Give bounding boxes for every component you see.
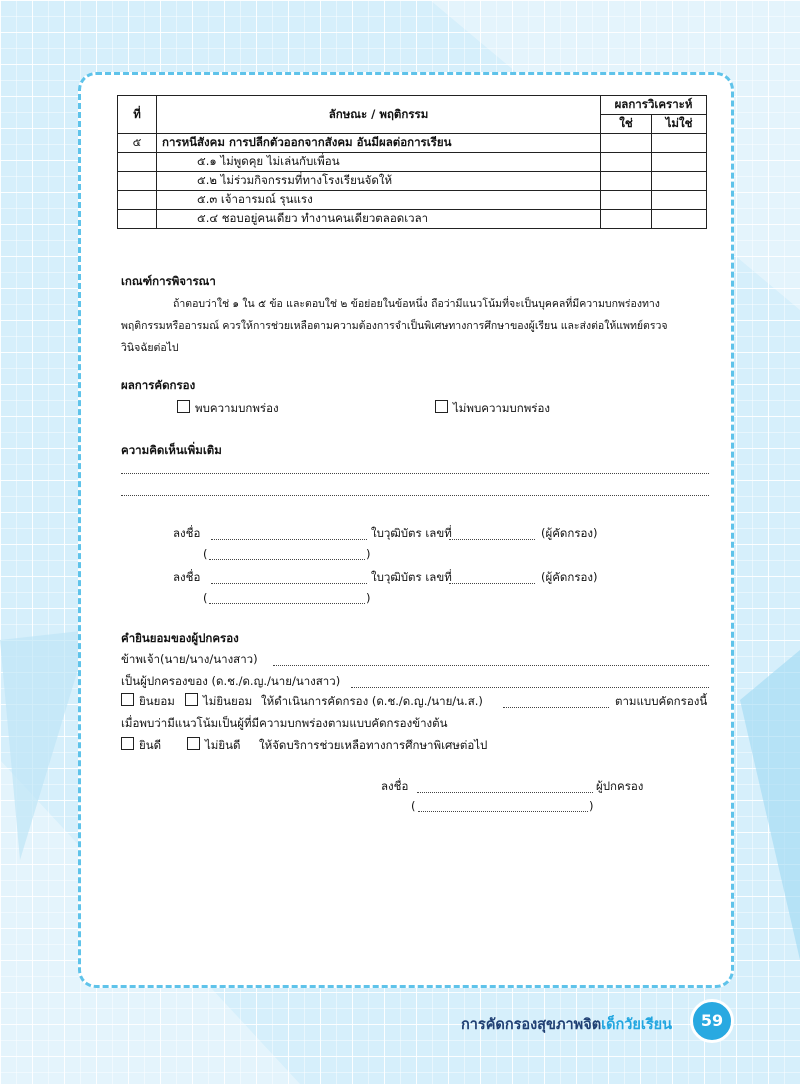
guardian-name-field[interactable]: [273, 665, 709, 666]
criteria-line-3: วินิจฉัยต่อไป: [121, 342, 179, 354]
license-number-field[interactable]: [449, 539, 535, 540]
no-cell[interactable]: [652, 210, 707, 229]
sign-label: ลงชื่อ: [173, 570, 201, 584]
proceed-text: ให้ดำเนินการคัดกรอง (ด.ช./ด.ญ./นาย/น.ส.): [261, 694, 483, 708]
section-number: ๕: [118, 134, 157, 153]
no-cell[interactable]: [652, 153, 707, 172]
table-row: [118, 172, 707, 191]
col-yes-header: ใช่: [601, 115, 652, 134]
col-number-header: ที่: [118, 96, 157, 134]
comment-line[interactable]: [121, 495, 709, 496]
page-number: 59: [690, 999, 734, 1043]
criteria-line-1: ถ้าตอบว่าใช่ ๑ ใน ๕ ข้อ และตอบใช่ ๒ ข้อย่อยในข้อหนึ่ง ถือว่ามีแนวโน้มที่จะเป็นบุคคลที่มีความบกพร่องทาง: [173, 298, 660, 310]
unwilling-label: ไม่ยินดี: [205, 738, 241, 752]
agree-option[interactable]: [121, 693, 175, 711]
col-no-header: ไม่ใช่: [652, 115, 707, 134]
found-checkbox[interactable]: [177, 400, 190, 413]
screener-role: (ผู้คัดกรอง): [541, 570, 598, 584]
printed-name-field[interactable]: [209, 559, 365, 560]
table-row: [118, 153, 707, 172]
col-behavior-header: ลักษณะ / พฤติกรรม: [157, 96, 601, 134]
comments-heading: ความคิดเห็นเพิ่มเติม: [121, 443, 222, 457]
form-card: [78, 72, 734, 988]
service-text: ให้จัดบริการช่วยเหลือทางการศึกษาพิเศษต่อไป: [259, 738, 488, 752]
footer-title-highlight: เด็กวัยเรียน: [601, 1017, 673, 1033]
no-cell[interactable]: [652, 134, 707, 153]
comment-line[interactable]: [121, 473, 709, 474]
willing-checkbox[interactable]: [121, 737, 134, 750]
yes-cell[interactable]: [601, 191, 652, 210]
section-title: การหนีสังคม การปลีกตัวออกจากสังคม อันมีผลต่อการเรียน: [157, 134, 601, 153]
guardian-role: ผู้ปกครอง: [596, 779, 644, 793]
agree-label: ยินยอม: [139, 694, 175, 708]
item-text: ๕.๒ ไม่ร่วมกิจกรรมที่ทางโรงเรียนจัดให้: [157, 172, 601, 191]
agree-checkbox[interactable]: [121, 693, 134, 706]
yes-cell[interactable]: [601, 153, 652, 172]
printed-name-field[interactable]: [209, 603, 365, 604]
yes-cell[interactable]: [601, 134, 652, 153]
not-found-option[interactable]: [435, 400, 550, 418]
consent-line-1: ข้าพเจ้า(นาย/นาง/นางสาว): [121, 652, 258, 666]
item-text: ๕.๔ ชอบอยู่คนเดียว ทำงานคนเดียวตลอดเวลา: [157, 210, 601, 229]
willing-option[interactable]: [121, 737, 161, 755]
guardian-printed-name-field[interactable]: [418, 811, 588, 812]
signature-field[interactable]: [211, 539, 367, 540]
behavior-table: [117, 95, 707, 229]
footer-title-main: การคัดกรองสุขภาพจิต: [461, 1017, 602, 1033]
disagree-option[interactable]: [185, 693, 252, 711]
open-paren: (: [203, 591, 208, 605]
consent-line-2: เป็นผู้ปกครองของ (ด.ช./ด.ญ./นาย/นางสาว): [121, 674, 341, 688]
student-name-field[interactable]: [503, 707, 609, 708]
license-label: ใบวุฒิบัตร เลขที่: [371, 526, 452, 540]
close-paren: ): [366, 591, 371, 605]
found-label: พบความบกพร่อง: [195, 401, 279, 415]
table-row: [118, 191, 707, 210]
open-paren: (: [411, 799, 416, 813]
item-text: ๕.๓ เจ้าอารมณ์ รุนแรง: [157, 191, 601, 210]
license-number-field[interactable]: [449, 583, 535, 584]
yes-cell[interactable]: [601, 172, 652, 191]
close-paren: ): [589, 799, 594, 813]
not-found-checkbox[interactable]: [435, 400, 448, 413]
signature-field[interactable]: [211, 583, 367, 584]
student-name-field[interactable]: [351, 687, 709, 688]
no-cell[interactable]: [652, 172, 707, 191]
unwilling-option[interactable]: [187, 737, 240, 755]
found-option[interactable]: [177, 400, 279, 418]
sign-label: ลงชื่อ: [173, 526, 201, 540]
screener-role: (ผู้คัดกรอง): [541, 526, 598, 540]
criteria-heading: เกณฑ์การพิจารณา: [121, 274, 216, 288]
willing-label: ยินดี: [139, 738, 162, 752]
consent-heading: คำยินยอมของผู้ปกครอง: [121, 631, 239, 645]
screening-heading: ผลการคัดกรอง: [121, 378, 196, 392]
disagree-checkbox[interactable]: [185, 693, 198, 706]
col-result-header: ผลการวิเคราะห์: [601, 96, 707, 115]
yes-cell[interactable]: [601, 210, 652, 229]
table-row: [118, 210, 707, 229]
guardian-signature-field[interactable]: [417, 792, 593, 793]
not-found-label: ไม่พบความบกพร่อง: [453, 401, 550, 415]
criteria-line-2: พฤติกรรมหรืออารมณ์ ควรให้การช่วยเหลือตามความต้องการจำเป็นพิเศษทางการศึกษาของผู้เรียน และส่งต่อให้แพทย์ตรวจ: [121, 320, 668, 332]
unwilling-checkbox[interactable]: [187, 737, 200, 750]
no-cell[interactable]: [652, 191, 707, 210]
item-text: ๕.๑ ไม่พูดคุย ไม่เล่นกับเพื่อน: [157, 153, 601, 172]
footer-title: [461, 1013, 672, 1036]
disagree-label: ไม่ยินยอม: [203, 694, 253, 708]
close-paren: ): [366, 547, 371, 561]
per-form-text: ตามแบบคัดกรองนี้: [615, 694, 708, 708]
table-row: [118, 134, 707, 153]
consent-line-4: เมื่อพบว่ามีแนวโน้มเป็นผู้ที่มีความบกพร่องตามแบบคัดกรองข้างต้น: [121, 716, 448, 730]
open-paren: (: [203, 547, 208, 561]
license-label: ใบวุฒิบัตร เลขที่: [371, 570, 452, 584]
guardian-sign-label: ลงชื่อ: [381, 779, 409, 793]
